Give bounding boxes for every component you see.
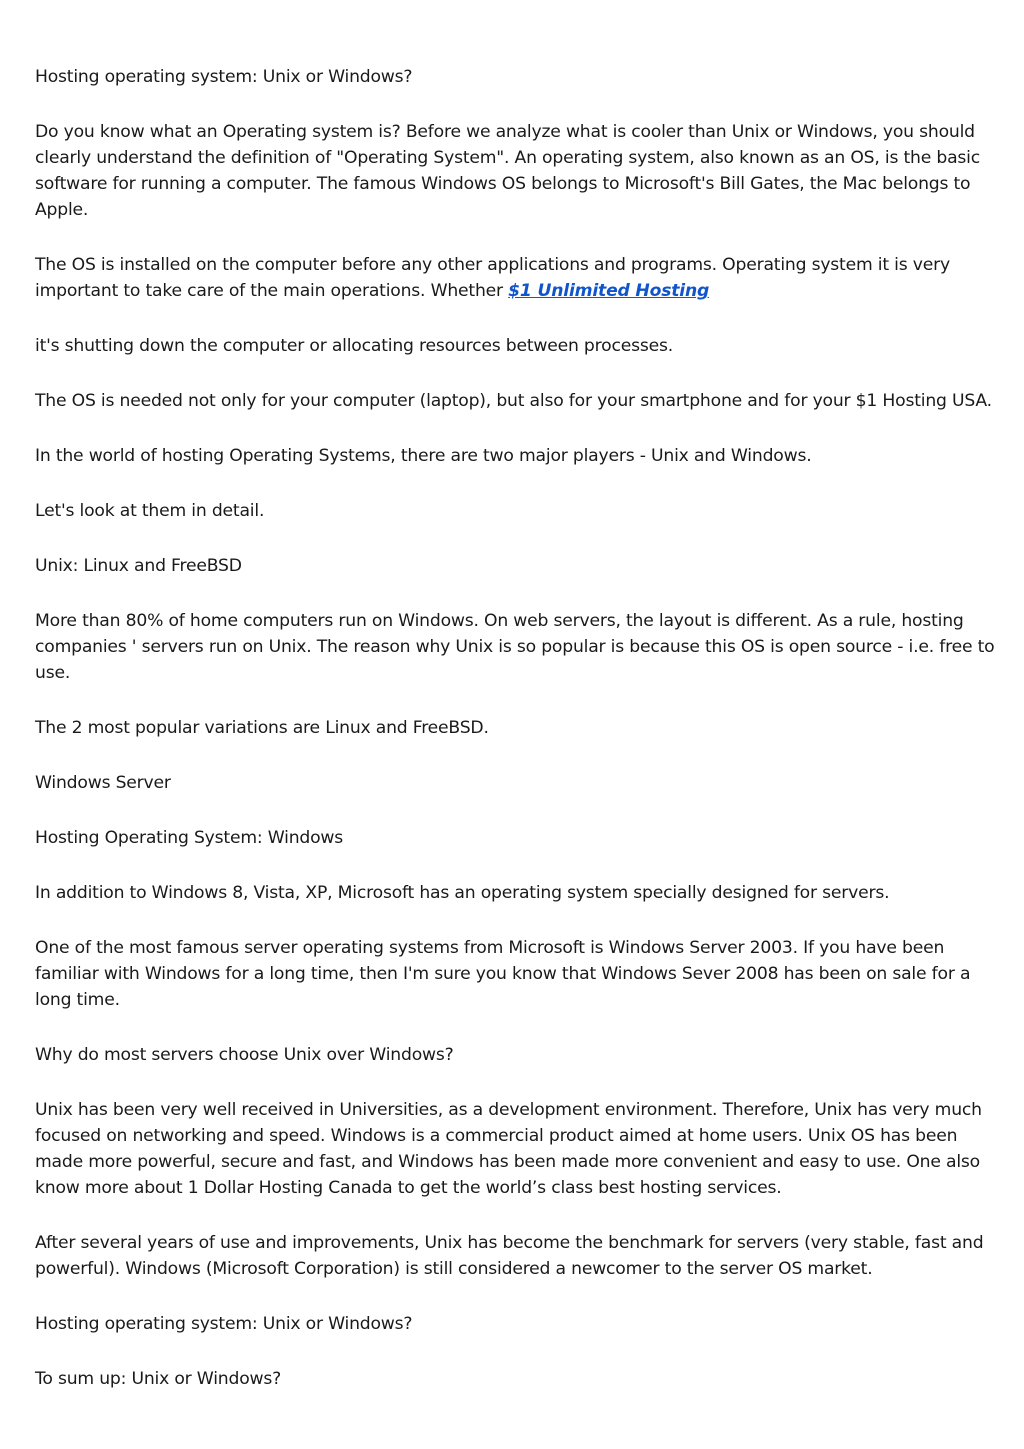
paragraph-shutting-down: it's shutting down the computer or allocating resources between processes. [35, 336, 673, 356]
document-title: Hosting operating system: Unix or Windows? [35, 67, 413, 87]
heading-hosting-windows: Hosting Operating System: Windows [35, 828, 344, 848]
paragraph-major-players: In the world of hosting Operating Systems, there are two major players - Unix and Windows. [35, 446, 812, 466]
heading-unix: Unix: Linux and FreeBSD [35, 556, 242, 576]
paragraph-windows-server-2003: One of the most famous server operating systems from Microsoft is Windows Server 2003. If you have been familiar with Windows for a long time, then I'm sure you know that Windows Sever 2008 has been on sale for a long time. [35, 938, 971, 1010]
document-body [35, 64, 995, 1421]
paragraph-unix-benchmark: After several years of use and improvements, Unix has become the benchmark for servers (very stable, fast and powerful). Windows (Microsoft Corporation) is still considered a newcomer to the server OS market. [35, 1233, 984, 1279]
paragraph-unix-popularity: More than 80% of home computers run on Windows. On web servers, the layout is different. As a rule, hosting companies ' servers run on Unix. The reason why Unix is so popular is because this OS is open source - i.e. free to use. [35, 611, 995, 683]
paragraph-os-definition: Do you know what an Operating system is? Before we analyze what is cooler than Unix or Windows, you should clearly understand the definition of "Operating System". An operating system, also known as an OS, is the basic software for running a computer. The famous Windows OS belongs to Microsoft's Bill Gates, the Mac belongs to Apple. [35, 122, 980, 220]
paragraph-variations: The 2 most popular variations are Linux and FreeBSD. [35, 718, 489, 738]
paragraph-windows-versions: In addition to Windows 8, Vista, XP, Microsoft has an operating system specially designed for servers. [35, 883, 890, 903]
heading-windows-server: Windows Server [35, 773, 171, 793]
heading-why-unix: Why do most servers choose Unix over Windows? [35, 1045, 454, 1065]
paragraph-os-installed-text: The OS is installed on the computer before any other applications and programs. Operating system it is very important to take care of the main operations. Whether [35, 255, 950, 301]
paragraph-look-detail: Let's look at them in detail. [35, 501, 265, 521]
paragraph-os-needed: The OS is needed not only for your computer (laptop), but also for your smartphone and for your $1 Hosting USA. [35, 391, 992, 411]
heading-repeat-title: Hosting operating system: Unix or Windows? [35, 1314, 413, 1334]
heading-sum-up: To sum up: Unix or Windows? [35, 1369, 282, 1389]
paragraph-unix-universities: Unix has been very well received in Universities, as a development environment. Therefore, Unix has very much focused on networking and speed. Windows is a commercial product aimed at home users. Unix OS has been made more powerful, secure and fast, and Windows has been made more convenient and easy to use. One also know more about 1 Dollar Hosting Canada to get the world’s class best hosting services. [35, 1100, 982, 1198]
unlimited-hosting-link[interactable]: $1 Unlimited Hosting [508, 281, 710, 301]
paragraph-os-installed [35, 252, 995, 304]
